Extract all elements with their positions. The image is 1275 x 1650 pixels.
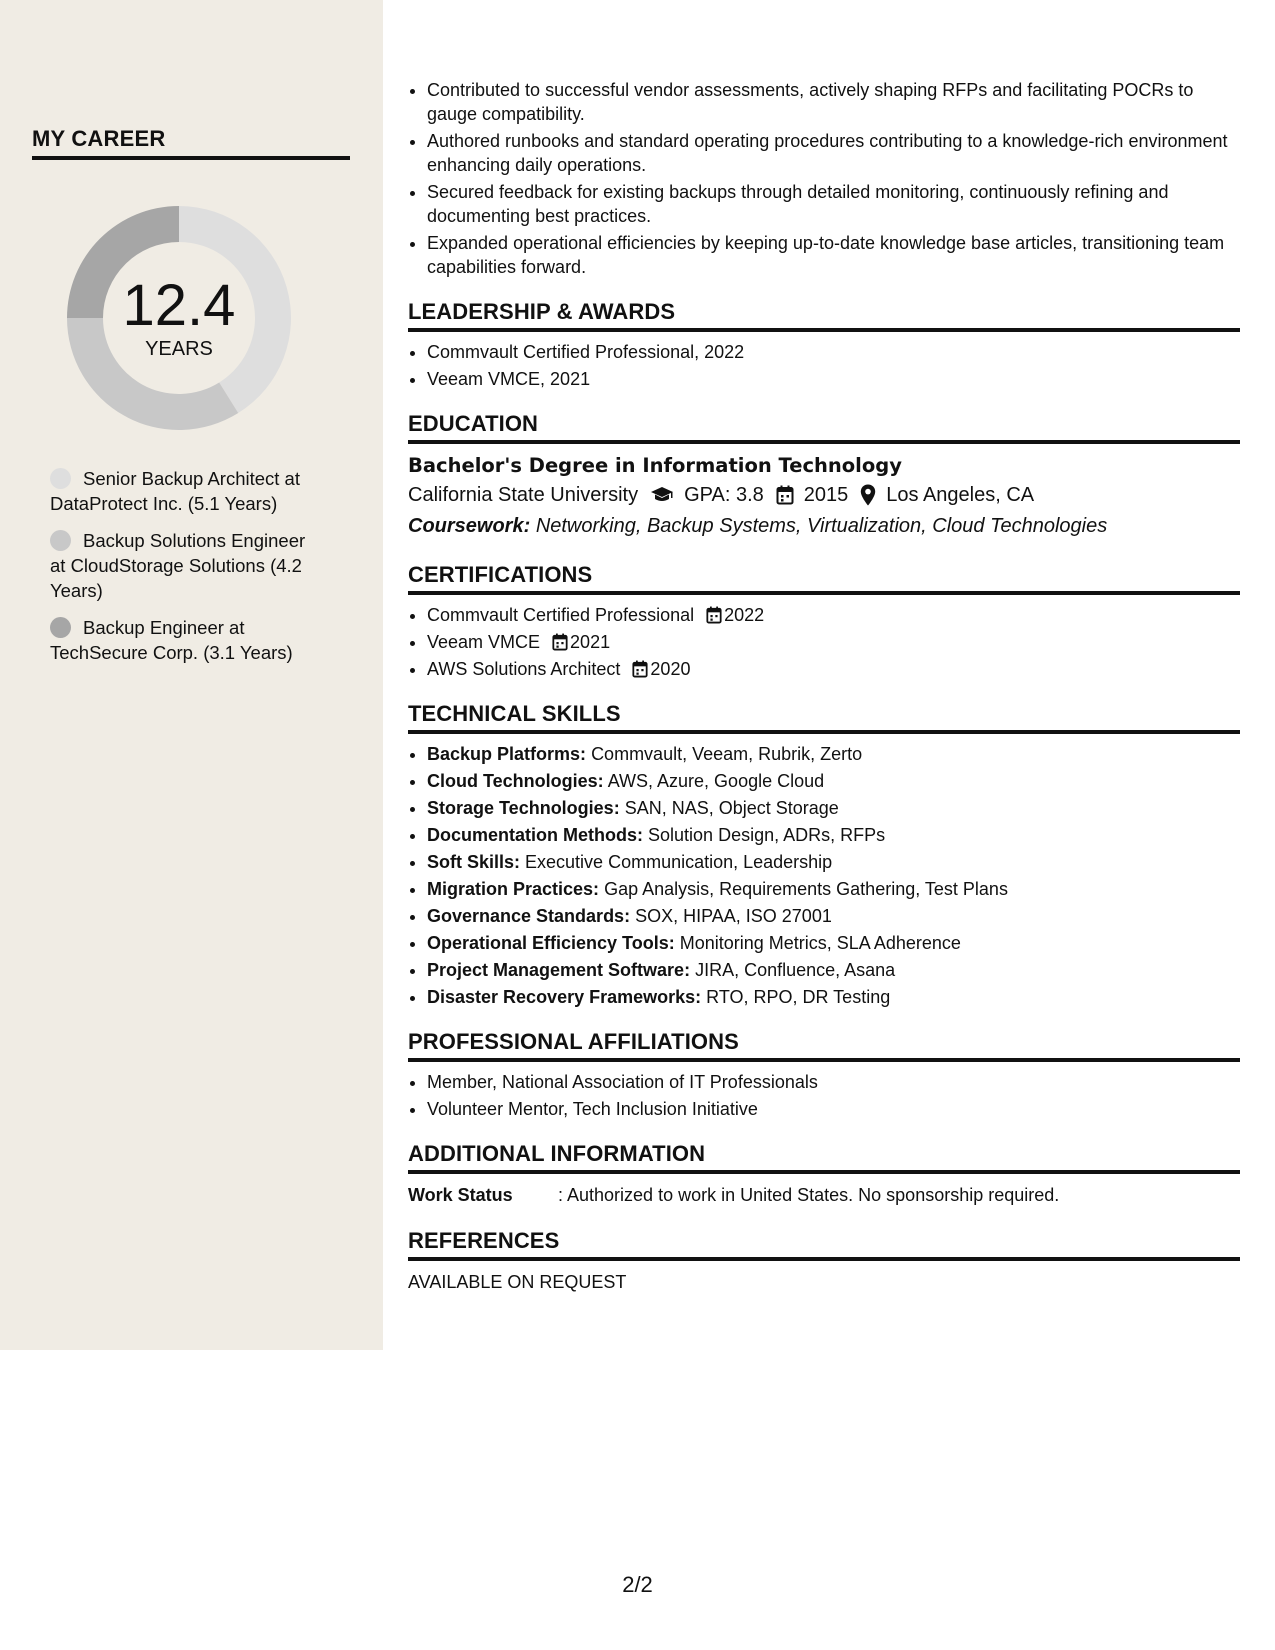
leadership-title: LEADERSHIP & AWARDS [408,299,1240,332]
references-title: REFERENCES [408,1228,1240,1261]
affiliations-list [408,1070,1240,1121]
legend-item-role-3 [50,615,312,665]
career-title: MY CAREER [32,126,350,160]
education-gpa: GPA: 3.8 [684,484,764,506]
legend-label: Backup Engineer at TechSecure Corp. (3.1 Years) [50,617,293,663]
skill-value: Monitoring Metrics, SLA Adherence [679,933,961,953]
skill-item [427,796,1240,820]
work-status-label: Work Status [408,1185,513,1205]
location-pin-icon [860,484,876,506]
skill-name: Soft Skills: [427,852,521,872]
leadership-list [408,340,1240,391]
skill-name: Documentation Methods: [427,825,643,845]
page-number: 2/2 [622,1572,653,1597]
skills-title: TECHNICAL SKILLS [408,701,1240,734]
certification-name: AWS Solutions Architect [427,659,621,679]
additional-info-title: ADDITIONAL INFORMATION [408,1141,1240,1174]
total-years-unit: YEARS [145,337,213,360]
certification-item [427,630,1240,654]
affiliation-item: • Volunteer Mentor, Tech Inclusion Initiative [427,1097,1240,1121]
education-degree: Bachelor's Degree in Information Technology [408,454,902,477]
certification-year: 2021 [570,632,611,652]
calendar-icon [776,485,794,505]
graduation-cap-icon [650,486,674,504]
skill-value: RTO, RPO, DR Testing [706,987,891,1007]
main-content [408,78,1240,1295]
skill-item [427,769,1240,793]
legend-item-role-2 [50,528,312,603]
education-coursework [408,510,1240,542]
skill-item [427,877,1240,901]
skills-list [408,742,1240,1009]
affiliations-title: PROFESSIONAL AFFILIATIONS [408,1029,1240,1062]
skill-item [427,931,1240,955]
skill-value: SOX, HIPAA, ISO 27001 [635,906,832,926]
education-meta [408,480,1240,510]
calendar-icon [552,633,568,651]
certification-name: Commvault Certified Professional [427,605,695,625]
education-school: California State University [408,484,639,506]
legend-item-role-1 [50,466,312,516]
skill-value: JIRA, Confluence, Asana [695,960,896,980]
skill-name: Project Management Software: [427,960,691,980]
total-years-value: 12.4 [122,272,236,338]
certification-year: 2020 [650,659,691,679]
skill-value: AWS, Azure, Google Cloud [607,771,825,791]
skill-name: Governance Standards: [427,906,631,926]
skill-value: Executive Communication, Leadership [525,852,833,872]
legend-label: Senior Backup Architect at DataProtect Inc. (5.1 Years) [50,468,300,514]
coursework-label: Coursework: [408,515,531,537]
skill-item [427,850,1240,874]
affiliation-item: • Member, National Association of IT Professionals [427,1070,1240,1094]
work-status-value: : Authorized to work in United States. No sponsorship required. [558,1185,1060,1205]
skill-value: SAN, NAS, Object Storage [624,798,839,818]
skill-item [427,985,1240,1009]
legend-label: Backup Solutions Engineer at CloudStorage Solutions (4.2 Years) [50,530,306,601]
education-year: 2015 [803,484,849,506]
certification-name: Veeam VMCE [427,632,541,652]
experience-bullet: • Expanded operational efficiencies by keeping up-to-date knowledge base articles, transitioning team capabilities forward. [427,231,1240,279]
skill-name: Cloud Technologies: [427,771,604,791]
skill-value: Solution Design, ADRs, RFPs [648,825,886,845]
skill-item [427,742,1240,766]
certification-item [427,657,1240,681]
references-text: AVAILABLE ON REQUEST [408,1272,627,1292]
experience-bullet: • Contributed to successful vendor assessments, actively shaping RFPs and facilitating POCRs to gauge compatibility. [427,78,1240,126]
education-location: Los Angeles, CA [886,484,1035,506]
skill-item [427,904,1240,928]
coursework-value: Networking, Backup Systems, Virtualization, Cloud Technologies [535,515,1108,537]
certifications-title: CERTIFICATIONS [408,562,1240,595]
certification-item [427,603,1240,627]
skill-name: Operational Efficiency Tools: [427,933,675,953]
sidebar [0,0,383,1350]
leadership-item: • Commvault Certified Professional, 2022 [427,340,1240,364]
skill-name: Disaster Recovery Frameworks: [427,987,702,1007]
calendar-icon [632,660,648,678]
skill-item [427,823,1240,847]
experience-bullet: • Authored runbooks and standard operating procedures contributing to a knowledge-rich environment enhancing daily operations. [427,129,1240,177]
legend-dot-icon [50,530,71,551]
skill-name: Storage Technologies: [427,798,620,818]
calendar-icon [706,606,722,624]
experience-bullets [408,78,1240,279]
skill-value: Commvault, Veeam, Rubrik, Zerto [591,744,863,764]
donut-center [67,206,291,430]
certification-year: 2022 [724,605,765,625]
certifications-list [408,603,1240,681]
leadership-item: • Veeam VMCE, 2021 [427,367,1240,391]
work-status-row [408,1182,1240,1208]
education-title: EDUCATION [408,411,1240,444]
skill-item [427,958,1240,982]
skill-value: Gap Analysis, Requirements Gathering, Test Plans [604,879,1008,899]
career-legend [50,466,312,677]
legend-dot-icon [50,468,71,489]
skill-name: Migration Practices: [427,879,600,899]
experience-bullet: • Secured feedback for existing backups through detailed monitoring, continuously refining and documenting best practices. [427,180,1240,228]
legend-dot-icon [50,617,71,638]
skill-name: Backup Platforms: [427,744,587,764]
